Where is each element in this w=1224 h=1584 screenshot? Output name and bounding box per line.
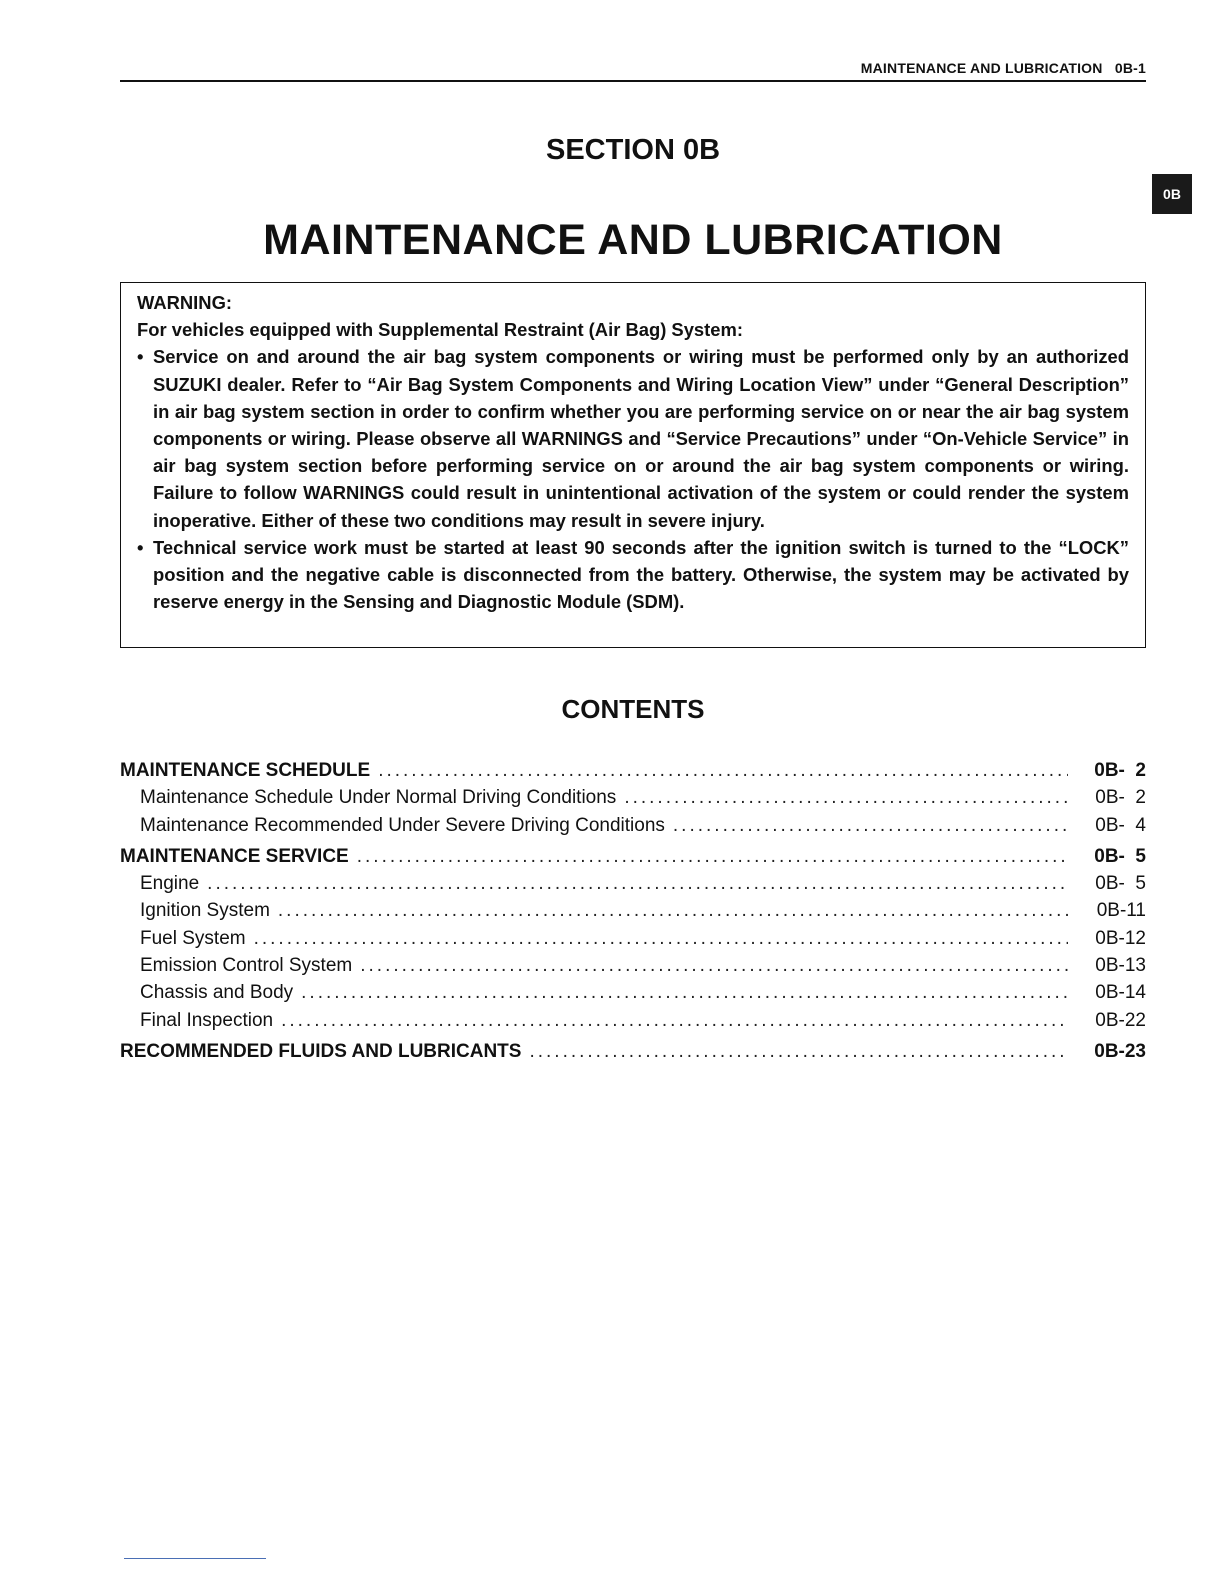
warning-bullet: • Technical service work must be started at least 90 seconds after the ignition switch is turned to the “LOCK” position and the negative cable is disconnected from the battery. Otherwise, the system may be activated by reserve energy in the Sensing and Diagnostic Module (SDM). [137,534,1129,616]
toc-entry-page: 0B-12 [1095,927,1146,949]
toc-entry-label: Chassis and Body [140,982,294,1004]
toc-leader [529,1038,1068,1065]
toc-entry-maintenance-service[interactable] [120,843,1146,870]
toc-entry-label: Emission Control System [140,955,353,977]
toc-entry-page: 0B- 4 [1095,814,1146,836]
table-of-contents [120,757,1146,1065]
toc-entry-chassis-body[interactable] [120,979,1146,1006]
toc-entry-page: 0B-11 [1096,900,1146,922]
toc-entry-page: 0B-14 [1095,982,1146,1004]
toc-leader [207,870,1068,897]
toc-entry-page: 0B- 5 [1094,845,1146,867]
toc-entry-severe-driving[interactable] [120,812,1146,839]
toc-entry-maintenance-schedule[interactable] [120,757,1146,784]
toc-entry-page: 0B-23 [1094,1040,1146,1062]
toc-entry-fluids-lubricants[interactable] [120,1038,1146,1065]
toc-leader [624,784,1068,811]
toc-entry-label: Maintenance Recommended Under Severe Driving Conditions [140,814,665,836]
toc-entry-label: Ignition System [140,900,270,922]
toc-entry-normal-driving[interactable] [120,784,1146,811]
toc-entry-page: 0B- 2 [1095,787,1146,809]
toc-entry-page: 0B- 5 [1095,873,1146,895]
toc-entry-label: MAINTENANCE SCHEDULE [120,760,371,781]
toc-entry-page: 0B- 2 [1094,760,1146,781]
toc-entry-label: MAINTENANCE SERVICE [120,845,349,867]
toc-entry-emission-control[interactable] [120,952,1146,979]
toc-leader [673,812,1068,839]
toc-leader [254,925,1068,952]
toc-entry-final-inspection[interactable] [120,1007,1146,1034]
page-title: MAINTENANCE AND LUBRICATION [263,216,1003,264]
toc-leader [357,843,1068,870]
toc-leader [278,897,1068,924]
toc-entry-page: 0B-22 [1095,1009,1146,1031]
toc-entry-label: Fuel System [140,927,246,949]
warning-heading: WARNING: [137,292,233,313]
footer-rule [124,1558,266,1559]
toc-leader [360,952,1068,979]
warning-intro: For vehicles equipped with Supplemental Restraint (Air Bag) System: [137,319,743,341]
toc-entry-label: RECOMMENDED FLUIDS AND LUBRICANTS [120,1040,522,1062]
contents-title: CONTENTS [561,694,705,724]
warning-list [137,343,1129,615]
toc-leader [301,979,1068,1006]
running-header: MAINTENANCE AND LUBRICATION 0B-1 [120,60,1146,82]
warning-box [120,282,1146,648]
toc-entry-page: 0B-13 [1095,955,1146,977]
toc-entry-fuel-system[interactable] [120,925,1146,952]
toc-entry-ignition-system[interactable] [120,897,1146,924]
toc-leader [281,1007,1068,1034]
warning-bullet: • Service on and around the air bag system components or wiring must be performed only by an authorized SUZUKI dealer. Refer to “Air Bag System Components and Wiring Location View” under “General Description” in air bag system section in order to confirm whether you are performing service on or near the air bag system components or wiring. Please observe all WARNINGS and “Service Precautions” under “On-Vehicle Service” in air bag system section before performing service on or around the air bag system components or wiring. Failure to follow WARNINGS could result in unintentional activation of the system or could render the system inoperative. Either of these two conditions may result in severe injury. [137,343,1129,533]
section-tab: 0B [1152,174,1192,214]
toc-leader [378,757,1068,784]
toc-entry-label: Final Inspection [140,1009,274,1031]
section-label: SECTION 0B [545,134,721,166]
toc-entry-engine[interactable] [120,870,1146,897]
toc-entry-label: Maintenance Schedule Under Normal Driving Conditions [140,787,617,809]
toc-entry-label: Engine [140,873,200,895]
